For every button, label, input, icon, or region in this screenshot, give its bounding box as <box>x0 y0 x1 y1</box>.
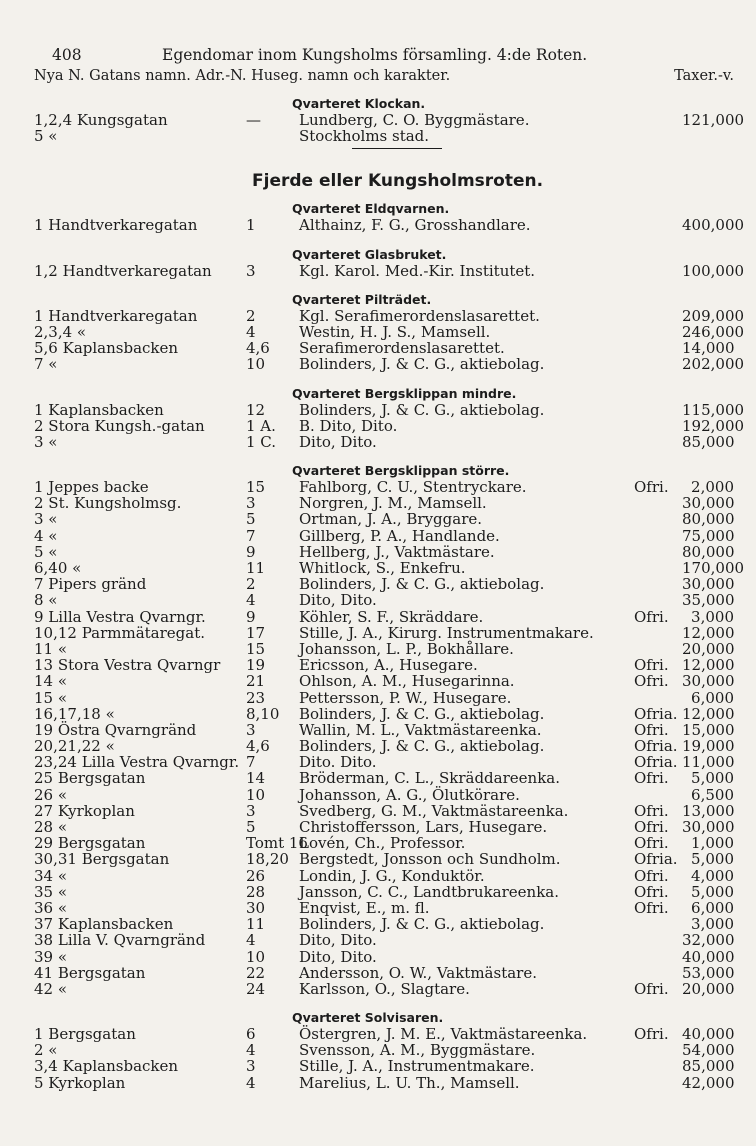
address-number: 1 <box>246 216 256 235</box>
owner-name: Serafimerordenslasarettet. <box>299 339 505 358</box>
table-row <box>34 803 734 819</box>
property-address: 7 « <box>34 355 58 374</box>
table-row <box>34 609 734 625</box>
property-address: 5 « <box>34 542 58 561</box>
tax-value: 100,000 <box>682 261 745 280</box>
tax-status: Ofri. <box>634 607 669 626</box>
table-row <box>34 641 734 657</box>
owner-name: Dito. Dito. <box>299 753 377 772</box>
table-row <box>34 400 745 419</box>
column-header-left: Nya N. Gatans namn. Adr.-N. Huseg. namn och karakter. <box>34 68 451 84</box>
table-row <box>34 965 734 981</box>
owner-name: Stockholms stad. <box>299 127 430 146</box>
tax-value: 30,000 <box>682 818 735 836</box>
section-title: Fjerde eller Kungsholmsroten. <box>252 171 544 192</box>
tax-status: Ofri. <box>634 720 669 739</box>
tax-value: 40,000 <box>682 1025 735 1044</box>
tax-value: 14,000 <box>682 339 735 358</box>
tax-value: 5,000 <box>691 769 734 788</box>
address-number: 28 <box>246 882 266 901</box>
owner-name: Ortman, J. A., Bryggare. <box>299 510 483 529</box>
tax-value: 3,000 <box>691 915 734 934</box>
tax-status: Ofri. <box>634 656 669 675</box>
owner-name: Svedberg, G. M., Vaktmästareenka. <box>299 801 569 820</box>
owner-name: B. Dito, Dito. <box>299 416 398 435</box>
owner-name: Wallin, M. L., Vaktmästareenka. <box>299 720 542 739</box>
section-divider <box>352 148 442 149</box>
property-address: 37 Kaplansbacken <box>34 915 174 934</box>
address-number: 4,6 <box>246 737 270 756</box>
owner-name: Lundberg, C. O. Byggmästare. <box>299 111 530 129</box>
block-spacer <box>34 373 734 386</box>
owner-name: Westin, H. J. S., Mamsell. <box>299 322 491 341</box>
table-row <box>34 754 734 770</box>
block-spacer <box>34 234 734 247</box>
property-address: 29 Bergsgatan <box>34 834 146 853</box>
tax-value: 5,000 <box>691 850 734 869</box>
tax-value: 42,000 <box>682 1073 735 1092</box>
owner-name: Whitlock, S., Enkefru. <box>299 559 466 577</box>
address-number: 26 <box>246 866 266 885</box>
address-number: 1 C. <box>246 432 277 451</box>
table-row <box>34 1026 734 1042</box>
property-address: 1 Handtverkaregatan <box>34 306 198 325</box>
address-number: 17 <box>246 623 266 642</box>
tax-status: Ofri. <box>634 866 669 885</box>
address-number: 12 <box>246 400 266 419</box>
property-address: 41 Bergsgatan <box>34 963 146 982</box>
owner-name: Dito, Dito. <box>299 591 377 610</box>
table-row <box>34 111 745 129</box>
tax-value: 11,000 <box>682 753 735 772</box>
tax-value: 12,000 <box>682 623 735 642</box>
property-address: 5,6 Kaplansbacken <box>34 339 179 358</box>
tax-value: 80,000 <box>682 542 735 561</box>
owner-name: Christoffersson, Lars, Husegare. <box>299 818 548 836</box>
tax-value: 85,000 <box>682 1057 735 1076</box>
property-address: 1 Jeppes backe <box>34 478 149 497</box>
table-row <box>34 835 734 851</box>
property-address: 25 Bergsgatan <box>34 769 146 788</box>
tax-value: 75,000 <box>682 526 735 545</box>
address-number: 30 <box>246 898 266 917</box>
tax-value: 54,000 <box>682 1041 735 1060</box>
property-address: 10,12 Parmmätaregat. <box>34 623 205 642</box>
tax-value: 170,000 <box>682 559 745 577</box>
table-row <box>34 738 734 754</box>
property-address: 26 « <box>34 785 68 804</box>
tax-status: Ofri. <box>634 478 669 497</box>
table-row <box>34 819 734 835</box>
table-row <box>34 770 734 786</box>
tax-status: Ofria. <box>634 704 678 723</box>
tax-status: Ofri. <box>634 834 669 853</box>
owner-name: Karlsson, O., Slagtare. <box>299 979 470 998</box>
property-address: 30,31 Bergsgatan <box>34 850 170 869</box>
table-row <box>34 625 734 641</box>
owner-name: Londin, J. G., Konduktör. <box>299 866 485 885</box>
property-address: 14 « <box>34 672 68 691</box>
property-address: 7 Pipers gränd <box>34 575 147 594</box>
address-number: 21 <box>246 672 266 691</box>
tax-value: 3,000 <box>691 607 734 626</box>
tax-value: 246,000 <box>682 322 745 341</box>
owner-name: Stille, J. A., Kirurg. Instrumentmakare. <box>299 623 594 642</box>
owner-name: Östergren, J. M. E., Vaktmästareenka. <box>299 1025 588 1044</box>
tax-value: 209,000 <box>682 306 745 325</box>
tax-status: Ofri. <box>634 979 669 998</box>
address-number: 3 <box>246 720 256 739</box>
table-row <box>34 322 745 341</box>
owner-name: Bolinders, J. & C. G., aktiebolag. <box>299 575 545 594</box>
address-number: 9 <box>246 542 256 561</box>
owner-name: Dito, Dito. <box>299 947 377 966</box>
table-row <box>34 1075 734 1091</box>
property-address: 1 Bergsgatan <box>34 1025 136 1044</box>
property-address: 28 « <box>34 818 68 836</box>
property-address: 35 « <box>34 882 68 901</box>
property-address: 6,40 « <box>34 559 82 577</box>
address-number: 7 <box>246 753 256 772</box>
column-header <box>34 68 734 90</box>
tax-value: 30,000 <box>682 494 735 513</box>
tax-status: Ofri. <box>634 898 669 917</box>
tax-value: 13,000 <box>682 801 735 820</box>
owner-name: Svensson, A. M., Byggmästare. <box>299 1041 536 1060</box>
address-number: 19 <box>246 656 266 675</box>
quarter-heading: Qvarteret Eldqvarnen. <box>292 201 450 217</box>
property-address: 3 « <box>34 510 58 529</box>
owner-name: Althainz, F. G., Grosshandlare. <box>299 216 531 235</box>
address-number: 4 <box>246 322 256 341</box>
owner-name: Ericsson, A., Husegare. <box>299 656 478 675</box>
tax-value: 121,000 <box>682 111 745 129</box>
table-row <box>34 340 734 356</box>
address-number: 15 <box>246 639 266 658</box>
owner-name: Andersson, O. W., Vaktmästare. <box>299 963 537 982</box>
property-address: 36 « <box>34 898 68 917</box>
owner-name: Bolinders, J. & C. G., aktiebolag. <box>299 355 545 374</box>
owner-name: Kgl. Karol. Med.-Kir. Institutet. <box>299 261 536 280</box>
owner-name: Lovén, Ch., Professor. <box>299 834 466 853</box>
table-row <box>34 528 734 544</box>
address-number: 4 <box>246 1073 256 1092</box>
tax-value: 40,000 <box>682 947 735 966</box>
owner-name: Fahlborg, C. U., Stentryckare. <box>299 478 527 497</box>
tax-value: 85,000 <box>682 432 735 451</box>
tax-value: 1,000 <box>691 834 734 853</box>
quarter-heading: Qvarteret Glasbruket. <box>292 246 447 262</box>
tax-status: Ofri. <box>634 818 669 836</box>
address-number: 11 <box>246 559 266 577</box>
owner-name: Köhler, S. F., Skräddare. <box>299 607 484 626</box>
address-number: 5 <box>246 510 256 529</box>
table-row <box>34 592 734 608</box>
table-row <box>34 1058 734 1074</box>
table-row <box>34 495 734 511</box>
address-number: 10 <box>246 355 266 374</box>
owner-name: Bolinders, J. & C. G., aktiebolag. <box>299 704 545 723</box>
owner-name: Dito, Dito. <box>299 931 377 950</box>
address-number: 10 <box>246 785 266 804</box>
tax-value: 5,000 <box>691 882 734 901</box>
tax-status: Ofria. <box>634 753 678 772</box>
table-row <box>34 981 734 997</box>
property-address: 4 « <box>34 526 58 545</box>
property-address: 5 « <box>34 127 58 146</box>
table-row <box>34 416 745 435</box>
tax-value: 12,000 <box>682 704 735 723</box>
property-address: 5 Kyrkoplan <box>34 1073 126 1092</box>
tax-status: Ofri. <box>634 769 669 788</box>
property-address: 2 « <box>34 1041 58 1060</box>
tax-value: 115,000 <box>682 400 745 419</box>
tax-status: Ofri. <box>634 1025 669 1044</box>
owner-name: Johansson, L. P., Bokhållare. <box>299 639 514 658</box>
address-number: 4 <box>246 931 256 950</box>
table-row <box>34 355 745 374</box>
table-row <box>34 868 734 884</box>
quarter-heading: Qvarteret Solvisaren. <box>292 1010 444 1026</box>
address-number: 10 <box>246 947 266 966</box>
tax-value: 2,000 <box>691 478 734 497</box>
address-number: 18,20 <box>246 850 289 869</box>
property-address: 23,24 Lilla Vestra Qvarngr. <box>34 753 240 772</box>
tax-status: Ofri. <box>634 672 669 691</box>
quarter-heading: Qvarteret Pilträdet. <box>292 291 432 307</box>
tax-status: Ofri. <box>634 882 669 901</box>
property-address: 3 « <box>34 432 58 451</box>
tax-value: 12,000 <box>682 656 735 675</box>
address-number: 2 <box>246 575 256 594</box>
property-address: 8 « <box>34 591 58 610</box>
owner-name: Marelius, L. U. Th., Mamsell. <box>299 1073 520 1092</box>
tax-value: 80,000 <box>682 510 735 529</box>
property-address: 13 Stora Vestra Qvarngr <box>34 656 221 675</box>
property-address: 9 Lilla Vestra Qvarngr. <box>34 607 206 626</box>
owner-name: Bröderman, C. L., Skräddareenka. <box>299 769 560 788</box>
property-address: 34 « <box>34 866 68 885</box>
property-address: 39 « <box>34 947 68 966</box>
address-number: 8,10 <box>246 704 280 723</box>
property-address: 16,17,18 « <box>34 704 115 723</box>
table-row <box>34 128 734 144</box>
owner-name: Dito, Dito. <box>299 432 377 451</box>
column-header-right: Taxer.-v. <box>674 68 734 84</box>
address-number: 4,6 <box>246 339 270 358</box>
table-row <box>34 511 734 527</box>
owner-name: Pettersson, P. W., Husegare. <box>299 688 512 707</box>
block-spacer <box>34 997 734 1010</box>
table-row <box>34 434 734 450</box>
table-row <box>34 306 745 325</box>
owner-name: Enqvist, E., m. fl. <box>299 898 430 917</box>
address-number: 3 <box>246 261 256 280</box>
block-spacer <box>34 279 734 292</box>
property-address: 19 Östra Qvarngränd <box>34 720 197 739</box>
tax-status: Ofria. <box>634 850 678 869</box>
address-number: 3 <box>246 1057 256 1076</box>
tax-value: 53,000 <box>682 963 735 982</box>
tax-value: 4,000 <box>691 866 734 885</box>
property-address: 11 « <box>34 639 68 658</box>
table-row <box>34 657 734 673</box>
tax-value: 400,000 <box>682 216 745 235</box>
table-row <box>34 932 734 948</box>
table-row <box>34 673 734 689</box>
property-address: 42 « <box>34 979 68 998</box>
quarter-heading: Qvarteret Bergsklippan större. <box>292 463 510 479</box>
property-address: 27 Kyrkoplan <box>34 801 135 820</box>
property-address: 15 « <box>34 688 68 707</box>
page-header <box>34 46 734 68</box>
owner-name: Norgren, J. M., Mamsell. <box>299 494 487 513</box>
block-spacer <box>34 450 734 463</box>
table-row <box>34 544 734 560</box>
address-number: 24 <box>246 979 266 998</box>
tax-value: 20,000 <box>682 639 735 658</box>
page-title: Egendomar inom Kungsholms församling. 4:de Roten. <box>162 46 588 64</box>
property-address: 1,2 Handtverkaregatan <box>34 261 212 280</box>
owner-name: Ohlson, A. M., Husegarinna. <box>299 672 515 691</box>
page-number: 408 <box>52 46 82 64</box>
address-number: Tomt 16 <box>246 834 308 853</box>
address-number: 14 <box>246 769 266 788</box>
quarter-heading: Qvarteret Klockan. <box>292 96 426 111</box>
table-row <box>34 1042 734 1058</box>
tax-value: 6,000 <box>691 688 734 707</box>
table-row <box>34 900 734 916</box>
table-row <box>34 916 734 932</box>
owner-name: Bolinders, J. & C. G., aktiebolag. <box>299 915 545 934</box>
table-row <box>34 884 734 900</box>
property-address: 1 Kaplansbacken <box>34 400 164 419</box>
tax-value: 6,000 <box>691 898 734 917</box>
property-address: 38 Lilla V. Qvarngränd <box>34 931 206 950</box>
property-address: 3,4 Kaplansbacken <box>34 1057 179 1076</box>
owner-name: Johansson, A. G., Ölutkörare. <box>299 785 520 804</box>
owner-name: Stille, J. A., Instrumentmakare. <box>299 1057 535 1076</box>
tax-value: 6,500 <box>691 785 734 804</box>
tax-value: 20,000 <box>682 979 735 998</box>
register-body <box>34 90 745 1092</box>
owner-name: Hellberg, J., Vaktmästare. <box>299 542 495 561</box>
property-address: 2,3,4 « <box>34 322 87 341</box>
address-number: 4 <box>246 591 256 610</box>
property-address: 20,21,22 « <box>34 737 115 756</box>
address-number: 23 <box>246 688 266 707</box>
address-number: — <box>246 111 261 129</box>
tax-value: 192,000 <box>682 416 745 435</box>
table-row <box>34 216 745 235</box>
tax-value: 35,000 <box>682 591 735 610</box>
property-address: 1,2,4 Kungsgatan <box>34 111 168 129</box>
address-number: 3 <box>246 801 256 820</box>
table-row <box>34 722 734 738</box>
table-row <box>34 787 734 803</box>
tax-value: 30,000 <box>682 575 735 594</box>
table-row <box>34 261 745 280</box>
owner-name: Gillberg, P. A., Handlande. <box>299 526 500 545</box>
address-number: 15 <box>246 478 266 497</box>
owner-name: Bolinders, J. & C. G., aktiebolag. <box>299 400 545 419</box>
table-row <box>34 690 734 706</box>
table-row <box>34 706 734 722</box>
property-address: 2 Stora Kungsh.-gatan <box>34 416 205 435</box>
address-number: 3 <box>246 494 256 513</box>
address-number: 9 <box>246 607 256 626</box>
address-number: 22 <box>246 963 266 982</box>
address-number: 11 <box>246 915 266 934</box>
tax-status: Ofri. <box>634 801 669 820</box>
tax-status: Ofria. <box>634 737 678 756</box>
address-number: 5 <box>246 818 256 836</box>
tax-value: 19,000 <box>682 737 735 756</box>
tax-value: 32,000 <box>682 931 735 950</box>
property-address: 1 Handtverkaregatan <box>34 216 198 235</box>
tax-value: 15,000 <box>682 720 735 739</box>
owner-name: Bolinders, J. & C. G., aktiebolag. <box>299 737 545 756</box>
address-number: 7 <box>246 526 256 545</box>
address-number: 4 <box>246 1041 256 1060</box>
table-row <box>34 949 734 965</box>
quarter-heading: Qvarteret Bergsklippan mindre. <box>292 385 517 401</box>
table-row <box>34 851 734 867</box>
address-number: 6 <box>246 1025 256 1044</box>
tax-value: 30,000 <box>682 672 735 691</box>
table-row <box>34 559 745 577</box>
tax-value: 202,000 <box>682 355 745 374</box>
owner-name: Jansson, C. C., Landtbrukareenka. <box>299 882 560 901</box>
property-address: 2 St. Kungsholmsg. <box>34 494 182 513</box>
owner-name: Bergstedt, Jonsson och Sundholm. <box>299 850 561 869</box>
table-row <box>34 479 734 495</box>
owner-name: Kgl. Serafimerordenslasarettet. <box>299 306 540 325</box>
address-number: 1 A. <box>246 416 276 435</box>
table-row <box>34 576 734 592</box>
address-number: 2 <box>246 306 256 325</box>
